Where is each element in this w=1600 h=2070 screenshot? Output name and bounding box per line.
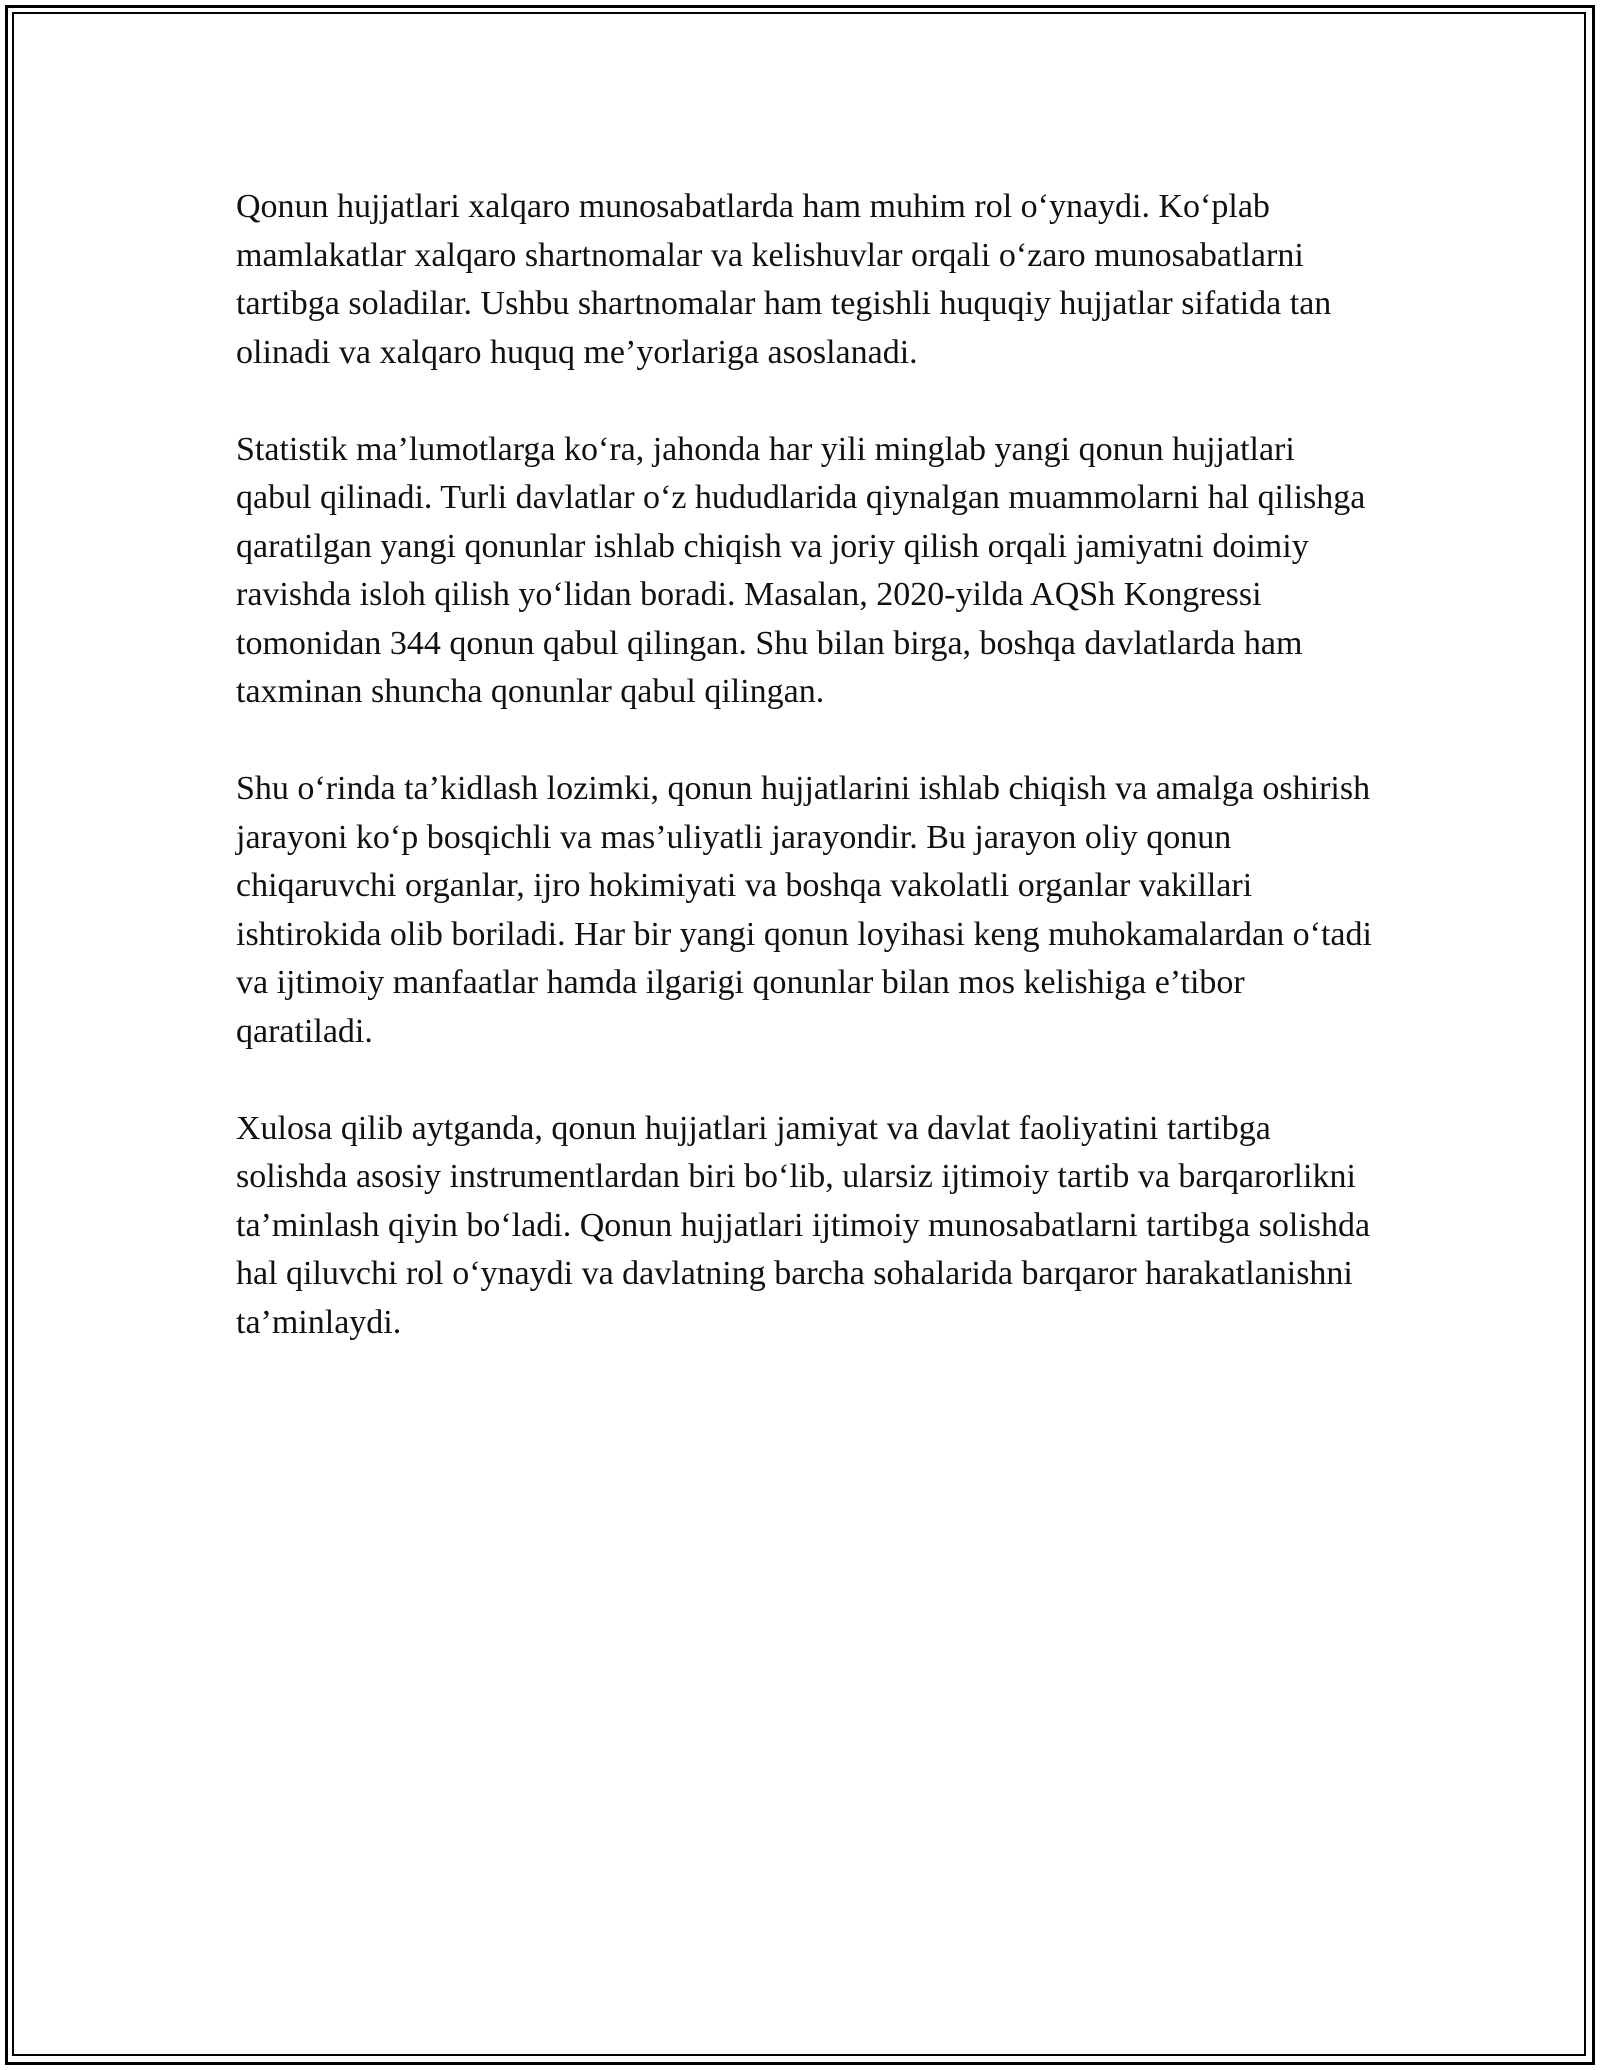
document-body: [236, 183, 1376, 1396]
paragraph-3: Shu o‘rinda ta’kidlash lozimki, qonun hujjatlarini ishlab chiqish va amalga oshirish jarayoni ko‘p bosqichli va mas’uliyatli jarayondir. Bu jarayon oliy qonun chiqaruvchi organlar, ijro hokimiyati va boshqa vakolatli organlar vakillari ishtirokida olib boriladi. Har bir yangi qonun loyihasi keng muhokamalardan o‘tadi va ijtimoiy manfaatlar hamda ilgarigi qonunlar bilan mos kelishiga e’tibor qaratiladi.: [236, 770, 1372, 1050]
paragraph-4: Xulosa qilib aytganda, qonun hujjatlari jamiyat va davlat faoliyatini tartibga solishda asosiy instrumentlardan biri bo‘lib, ularsiz ijtimoiy tartib va barqarorlikni ta’minlash qiyin bo‘ladi. Qonun hujjatlari ijtimoiy munosabatlarni tartibga solishda hal qiluvchi rol o‘ynaydi va davlatning barcha sohalarida barqaror harakatlanishni ta’minlaydi.: [236, 1109, 1371, 1341]
paragraph-1: Qonun hujjatlari xalqaro munosabatlarda ham muhim rol o‘ynaydi. Ko‘plab mamlakatlar xalqaro shartnomalar va kelishuvlar orqali o‘zaro munosabatlarni tartibga soladilar. Ushbu shartnomalar ham tegishli huquqiy hujjatlar sifatida tan olinadi va xalqaro huquq me’yorlariga asoslanadi.: [236, 188, 1332, 371]
paragraph-2: Statistik ma’lumotlarga ko‘ra, jahonda har yili minglab yangi qonun hujjatlari qabul qilinadi. Turli davlatlar o‘z hududlarida qiynalgan muammolarni hal qilishga qaratilgan yangi qonunlar ishlab chiqish va joriy qilish orqali jamiyatni doimiy ravishda isloh qilish yo‘lidan boradi. Masalan, 2020-yilda AQSh Kongressi tomonidan 344 qonun qabul qilingan. Shu bilan birga, boshqa davlatlarda ham taxminan shuncha qonunlar qabul qilingan.: [236, 430, 1366, 710]
